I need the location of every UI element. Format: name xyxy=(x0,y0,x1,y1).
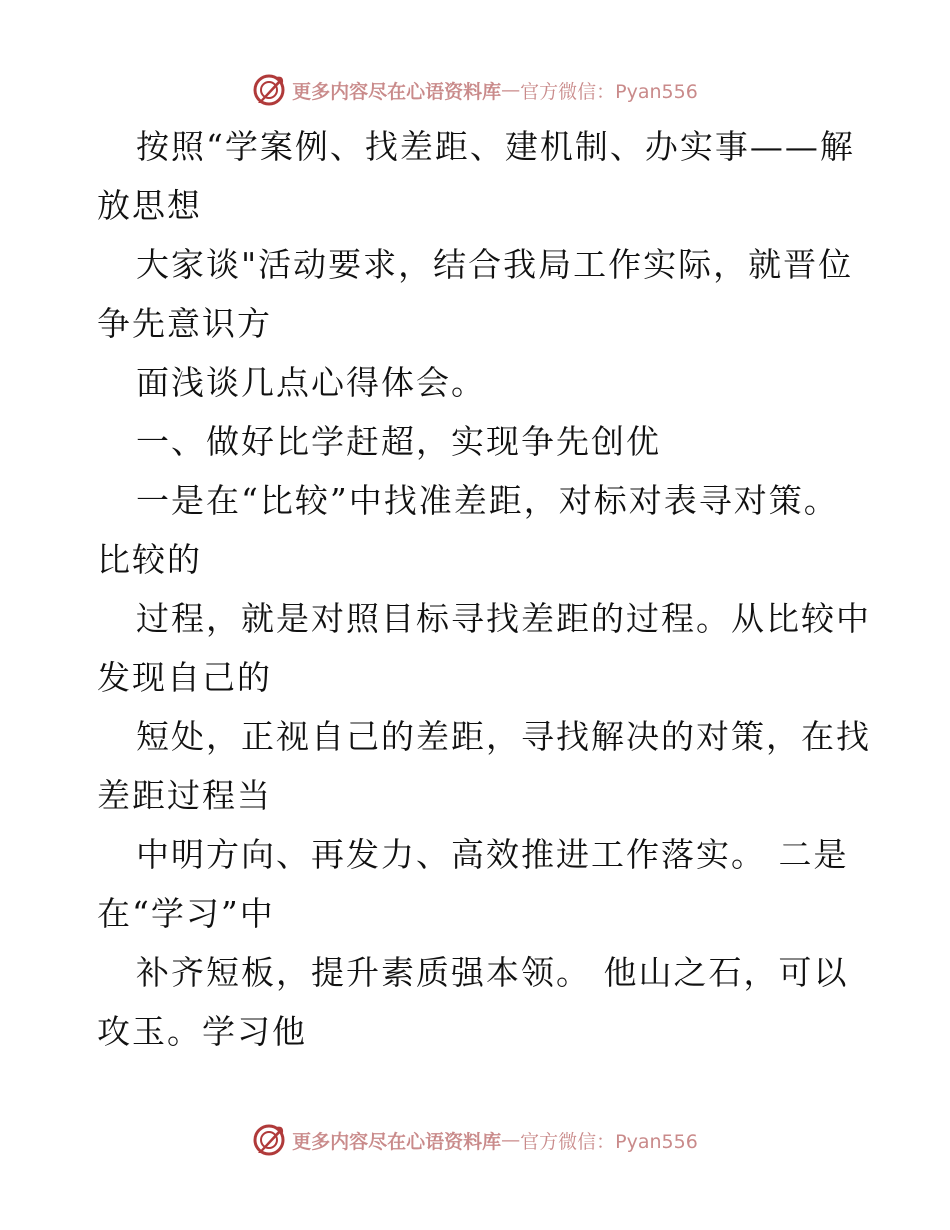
watermark-separator: — xyxy=(501,1129,521,1151)
text-line: 在“学习”中 xyxy=(97,894,275,933)
quill-logo-icon xyxy=(252,73,286,107)
quill-logo-icon xyxy=(252,1123,286,1157)
text-line: 差距过程当 xyxy=(97,776,272,815)
text-line: 放思想 xyxy=(97,186,202,225)
text-line: 大家谈"活动要求，结合我局工作实际，就晋位 xyxy=(136,245,854,284)
text-line: 攻玉。学习他 xyxy=(97,1012,307,1051)
watermark-main-text: 更多内容尽在心语资料库 xyxy=(292,80,502,103)
watermark-header xyxy=(0,70,950,110)
watermark-main-text: 更多内容尽在心语资料库 xyxy=(292,1130,502,1153)
text-line: 比较的 xyxy=(97,540,202,579)
watermark-separator: — xyxy=(501,79,521,101)
watermark-handle: 官方微信：Pyan556 xyxy=(520,1130,698,1153)
text-line: 面浅谈几点心得体会。 xyxy=(136,363,486,402)
text-line: 补齐短板，提升素质强本领。 他山之石，可以 xyxy=(136,953,849,992)
watermark-handle: 官方微信：Pyan556 xyxy=(520,80,698,103)
document-body xyxy=(97,117,871,1061)
text-line: 中明方向、再发力、高效推进工作落实。 二是 xyxy=(136,835,849,874)
text-line: 发现自己的 xyxy=(97,658,272,697)
watermark-footer xyxy=(0,1120,950,1160)
text-line: 过程，就是对照目标寻找差距的过程。从比较中 xyxy=(136,599,871,638)
text-line: 一是在“比较”中找准差距，对标对表寻对策。 xyxy=(136,481,839,520)
text-line: 短处，正视自己的差距，寻找解决的对策，在找 xyxy=(136,717,871,756)
text-line: 一、做好比学赶超，实现争先创优 xyxy=(136,422,661,461)
text-line: 争先意识方 xyxy=(97,304,272,343)
text-line: 按照“学案例、找差距、建机制、办实事——解 xyxy=(136,127,855,166)
